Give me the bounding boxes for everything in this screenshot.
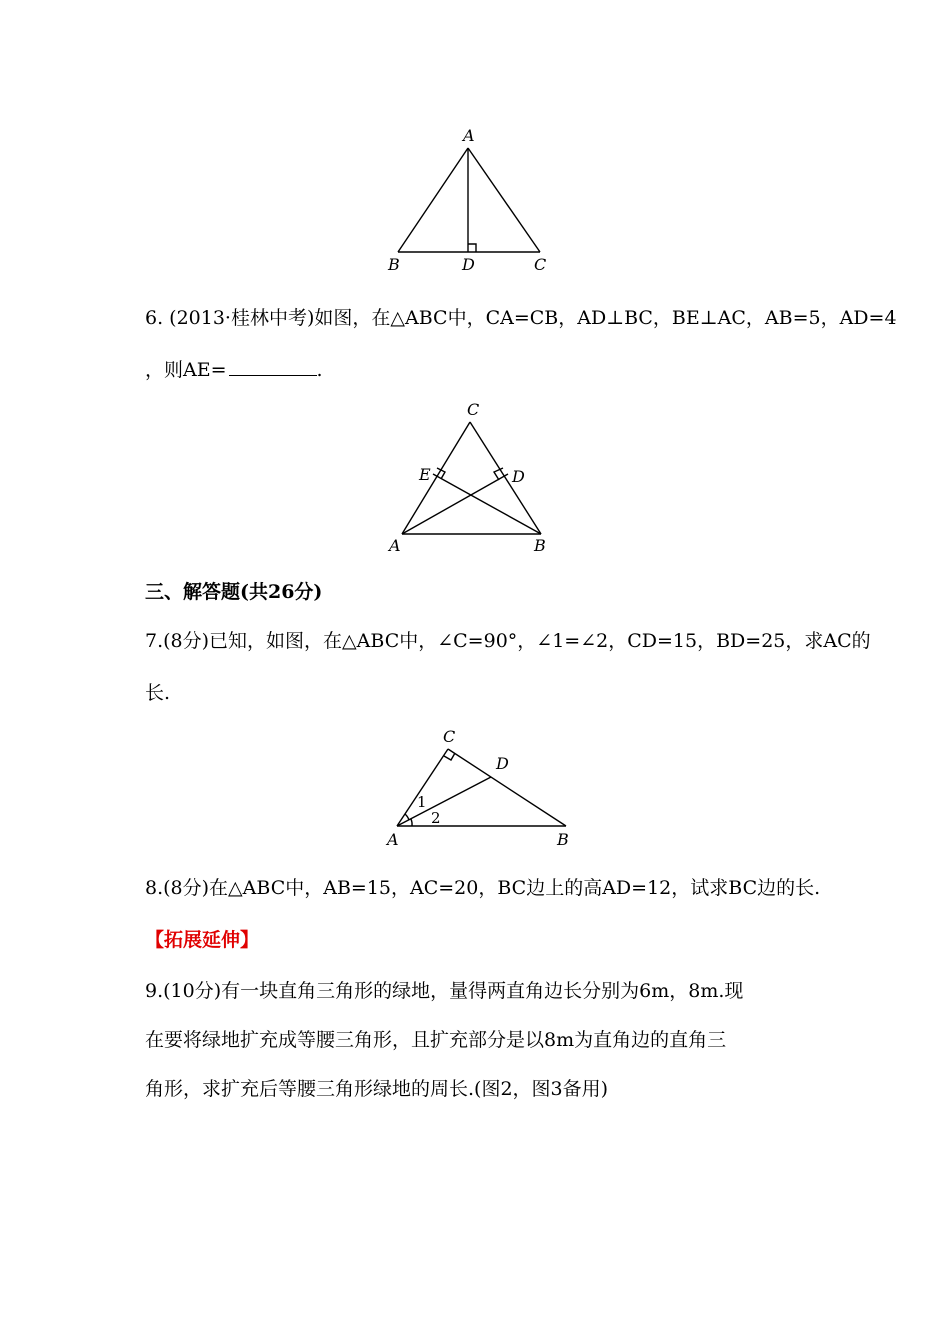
fig3-label-a: A [387, 830, 399, 849]
q9-line-2: 在要将绿地扩充成等腰三角形，且扩充部分是以8m为直角边的直角三 [145, 1029, 727, 1051]
fig3-angle-arc-1 [405, 814, 409, 820]
q7-line-1: 7.(8分)已知，如图，在△ABC中，∠C=90°，∠1=∠2，CD=15，BD=25，求AC的 [145, 630, 871, 652]
fig2-altitude-ad [402, 474, 508, 534]
fig3-angle-arc-2 [411, 819, 412, 826]
fig3-label-d: D [496, 754, 509, 773]
fig2-side-cb [470, 422, 541, 534]
q6-line-2 [145, 355, 323, 382]
fig3-bisector-ad [397, 777, 491, 826]
figure-1-triangle-altitude [398, 148, 540, 252]
fig1-side-ac [468, 148, 540, 252]
fig2-label-c: C [467, 400, 480, 419]
fig1-label-d: D [462, 255, 475, 274]
fig3-right-angle-mark [444, 753, 455, 760]
q6-line-2-prefix: ，则AE= [145, 359, 227, 381]
q6-line-2-suffix: . [316, 359, 323, 381]
fig3-label-c: C [443, 727, 456, 746]
fig1-right-angle-mark [468, 244, 476, 252]
q7-line-2: 长. [145, 682, 171, 704]
q9-line-3: 角形，求扩充后等腰三角形绿地的周长.(图2，图3备用) [145, 1078, 609, 1100]
fig1-label-c: C [534, 255, 547, 274]
q9-line-1: 9.(10分)有一块直角三角形的绿地，量得两直角边长分别为6m，8m.现 [145, 980, 744, 1002]
q6-answer-blank[interactable] [229, 357, 317, 376]
fig1-side-ab [398, 148, 468, 252]
fig2-label-b: B [534, 536, 546, 555]
section-3-title: 三、解答题(共26分) [145, 581, 323, 603]
fig1-label-b: B [388, 255, 400, 274]
fig2-label-e: E [419, 465, 431, 484]
fig3-label-angle-2: 2 [431, 809, 441, 827]
fig2-side-ca [402, 422, 470, 534]
extension-title: 【拓展延伸】 [145, 929, 260, 951]
fig3-label-b: B [557, 830, 569, 849]
fig1-label-a: A [463, 126, 475, 145]
figure-3-right-triangle-bisector [397, 749, 566, 826]
fig2-label-a: A [389, 536, 401, 555]
fig2-label-d: D [512, 467, 525, 486]
fig3-label-angle-1: 1 [417, 793, 427, 811]
q6-line-1: 6. (2013·桂林中考)如图，在△ABC中，CA=CB，AD⊥BC，BE⊥AC，AB=5，AD=4 [145, 307, 897, 329]
q8-line-1: 8.(8分)在△ABC中，AB=15，AC=20，BC边上的高AD=12，试求BC边的长. [145, 877, 821, 899]
